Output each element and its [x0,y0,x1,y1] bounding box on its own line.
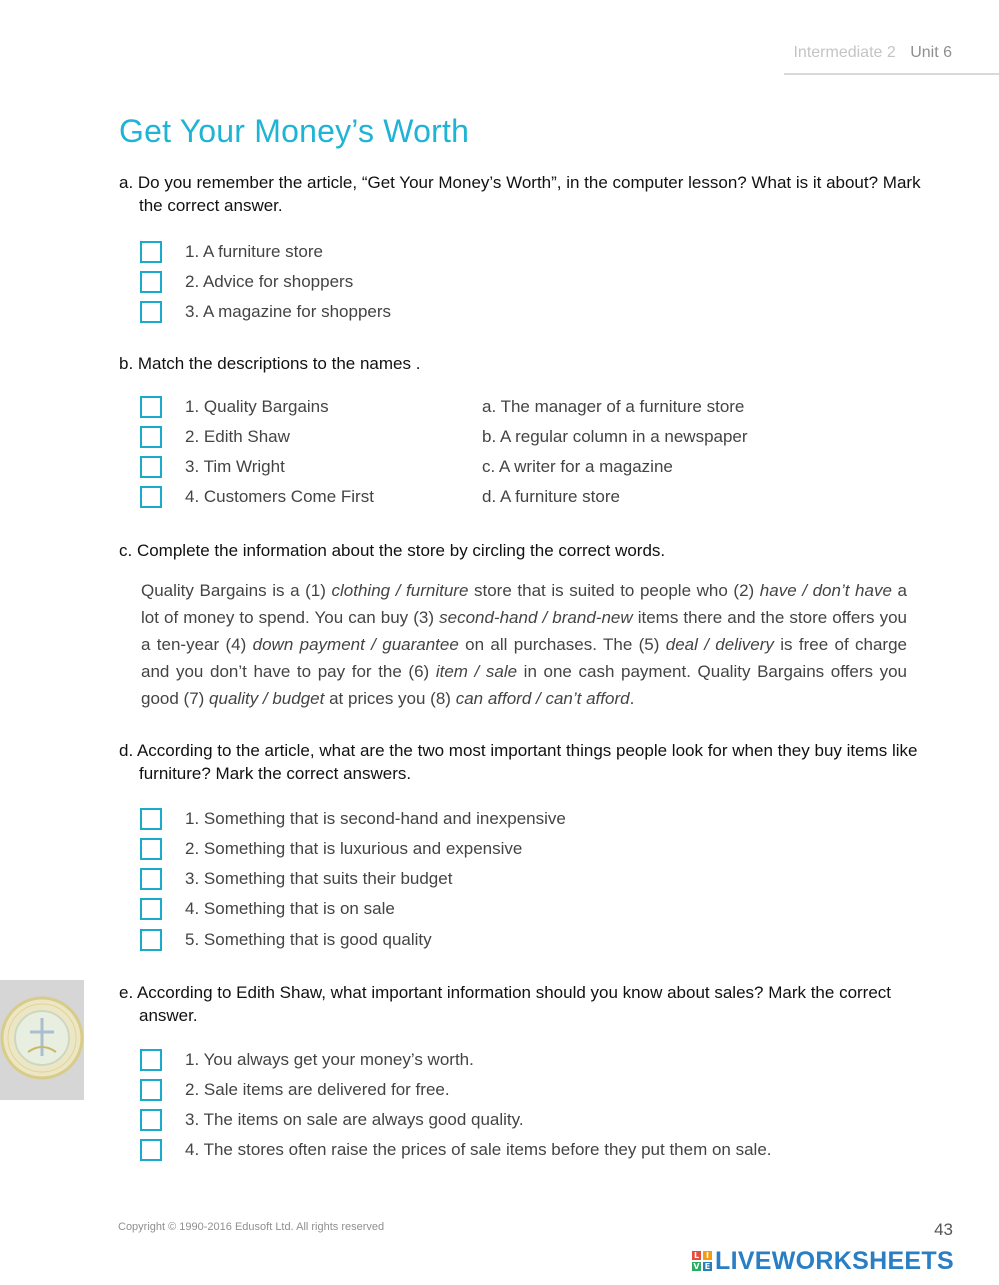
match-name: 1. Quality Bargains [185,397,329,416]
option-label: 3. The items on sale are always good quality. [185,1110,524,1129]
question-a: a. Do you remember the article, “Get Your Money’s Worth”, in the computer lesson? What is it about? Mark the correct answer. [119,173,921,215]
option-label: 1. A furniture store [185,242,323,261]
checkbox-e2[interactable] [140,1079,162,1101]
logo-tile: L [693,1251,700,1260]
choice-1[interactable]: clothing / furniture [331,581,469,600]
match-name: 2. Edith Shaw [185,427,290,446]
match-description: d. A furniture store [482,487,620,506]
option-label: 3. Something that suits their budget [185,869,453,888]
checkbox-d5[interactable] [140,929,162,951]
para-text: a lot of money to spend. You can buy (3) [141,581,907,627]
para-text: in one cash payment. Quality Bargains offers you good (7) [141,662,908,708]
para-text: store that is suited to people who (2) [468,581,760,600]
checkbox-a1[interactable] [140,241,162,263]
choice-6[interactable]: item / sale [435,662,518,681]
checkbox-b4[interactable] [140,486,162,508]
page-title: Get Your Money’s Worth [119,113,470,149]
checkbox-d1[interactable] [140,808,162,830]
logo-tile: I [703,1251,712,1260]
option-label: 2. Sale items are delivered for free. [185,1080,450,1099]
header [793,44,952,62]
checkbox-a2[interactable] [140,271,162,293]
match-description: a. The manager of a furniture store [482,397,745,416]
option-label: 2. Something that is luxurious and expensive [185,839,523,858]
store-paragraph [141,577,907,712]
question-c: c. Complete the information about the store by circling the correct words. [119,541,666,560]
checkbox-b2[interactable] [140,426,162,448]
choice-8[interactable]: can afford / can’t afford [455,689,630,708]
choice-5[interactable]: deal / delivery [665,635,774,654]
para-text: items there and the store offers you a ten-year (4) [141,608,907,654]
liveworksheets-logo[interactable] [692,1246,954,1276]
logo-tile: E [704,1262,711,1271]
university-seal [0,980,84,1100]
checkbox-a3[interactable] [140,301,162,323]
checkbox-e1[interactable] [140,1049,162,1071]
match-name: 3. Tim Wright [185,457,285,476]
checkbox-e3[interactable] [140,1109,162,1131]
checkbox-e4[interactable] [140,1139,162,1161]
option-label: 2. Advice for shoppers [185,272,354,291]
copyright: Copyright © 1990-2016 Edusoft Ltd. All rights reserved [118,1221,385,1233]
option-label: 4. Something that is on sale [185,899,395,918]
choice-7[interactable]: quality / budget [209,689,325,708]
logo-tiles-icon [692,1251,712,1271]
para-text: . [629,689,635,708]
para-text: on all purchases. The (5) [458,635,666,654]
choice-3[interactable]: second-hand / brand-new [439,608,633,627]
question-d: d. According to the article, what are the two most important things people look for when they buy items like furniture? Mark the correct answers. [119,741,918,783]
match-description: c. A writer for a magazine [482,457,673,476]
checkbox-b3[interactable] [140,456,162,478]
para-text: is free of charge and you don’t have to pay for the (6) [141,635,908,681]
option-label: 1. Something that is second-hand and inexpensive [185,809,566,828]
checkbox-d2[interactable] [140,838,162,860]
header-divider [784,73,999,75]
logo-text: LIVEWORKSHEETS [715,1246,954,1275]
question-b: b. Match the descriptions to the names . [119,354,421,373]
option-label: 4. The stores often raise the prices of sale items before they put them on sale. [185,1140,772,1159]
choice-2[interactable]: have / don’t have [759,581,892,600]
option-label: 1. You always get your money’s worth. [185,1050,474,1069]
question-e: e. According to Edith Shaw, what important information should you know about sales? Mark the correct answer. [119,983,892,1025]
checkbox-d3[interactable] [140,868,162,890]
page-number: 43 [934,1220,953,1239]
level-label: Intermediate 2 [793,44,896,61]
match-description: b. A regular column in a newspaper [482,427,748,446]
option-label: 3. A magazine for shoppers [185,302,392,321]
option-label: 5. Something that is good quality [185,930,432,949]
match-name: 4. Customers Come First [185,487,374,506]
para-text: at prices you (8) [324,689,456,708]
seal-emblem-icon [0,980,84,1100]
unit-label: Unit 6 [910,44,952,61]
para-text: Quality Bargains is a (1) [141,581,332,600]
logo-tile: V [693,1262,700,1271]
choice-4[interactable]: down payment / guarantee [252,635,459,654]
checkbox-b1[interactable] [140,396,162,418]
checkbox-d4[interactable] [140,898,162,920]
